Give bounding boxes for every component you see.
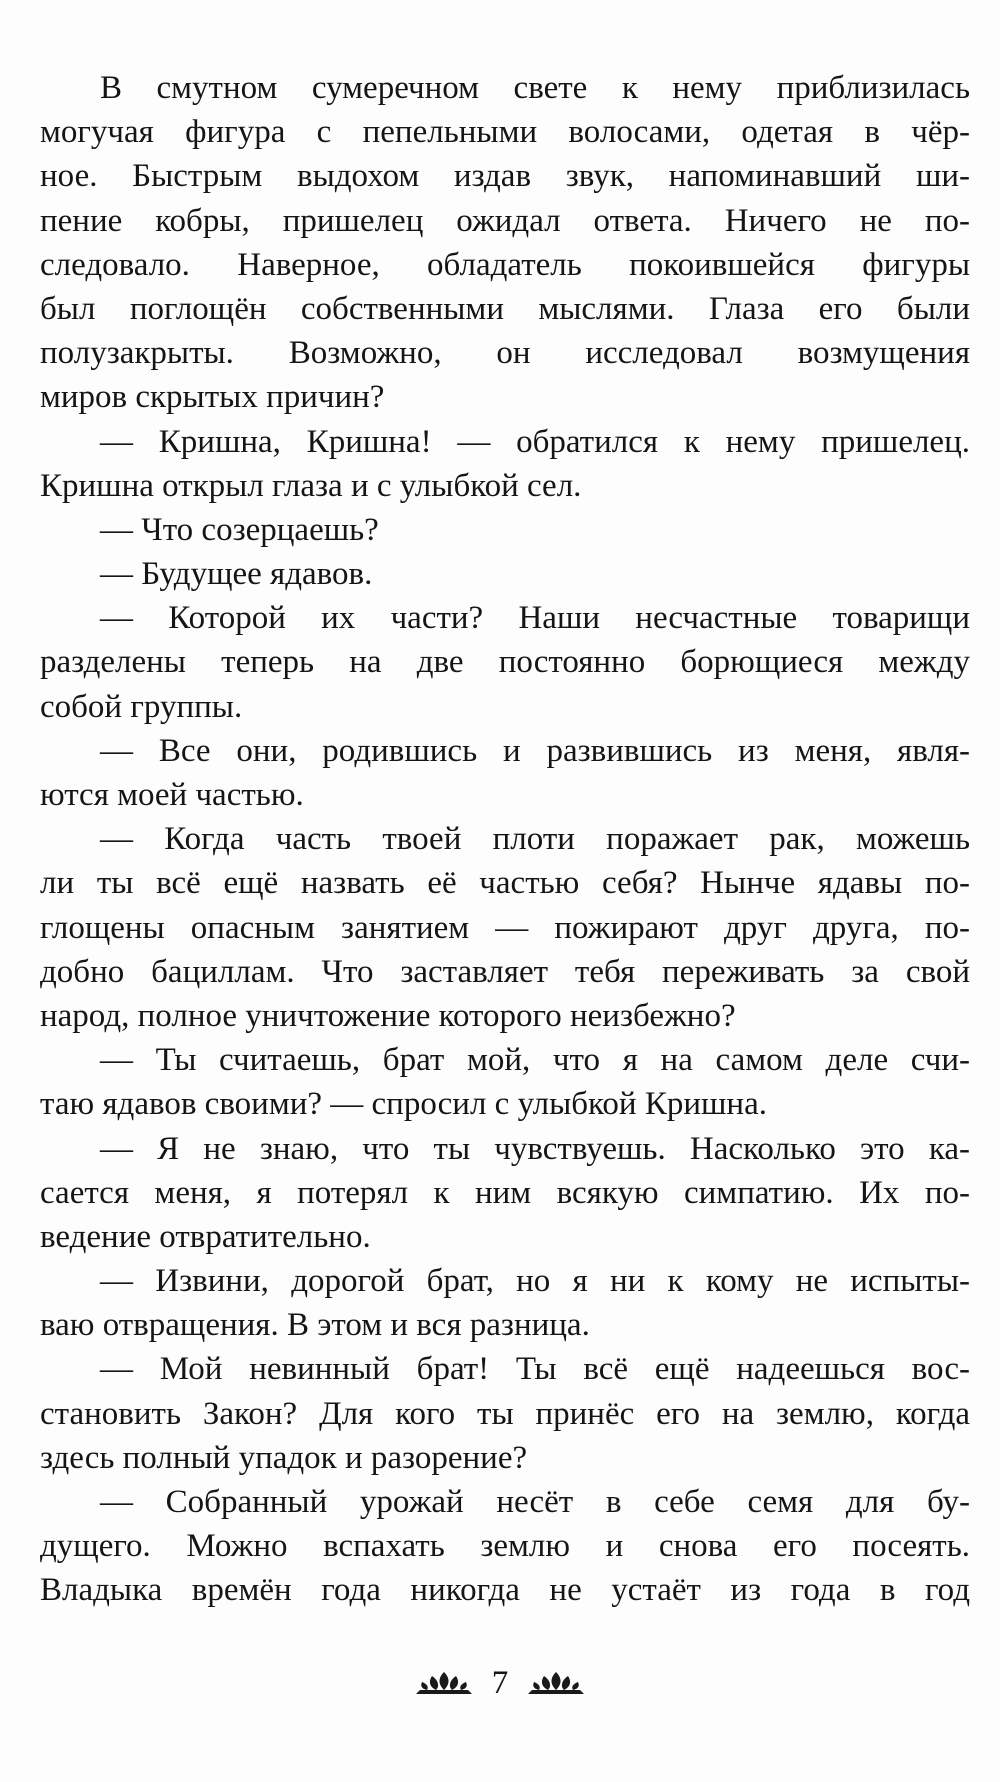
text-line: ведение отвратительно. [40, 1218, 371, 1255]
text-line: — Все они, родившись и развившись из меня, явля- [100, 732, 970, 769]
text-line: глощены опасным занятием — пожирают друг друга, по- [40, 909, 970, 946]
text-line: добно бациллам. Что заставляет тебя переживать за свой [40, 953, 970, 990]
text-line: — Ты считаешь, брат мой, что я на самом деле счи- [100, 1042, 970, 1079]
text-line: дущего. Можно вспахать землю и снова его посеять. [40, 1528, 970, 1565]
page-footer [0, 1658, 1000, 1708]
text-line: был поглощён собственными мыслями. Глаза его были [40, 290, 970, 327]
text-line: сается меня, я потерял к ним всякую симпатию. Их по- [40, 1174, 970, 1211]
text-line: ное. Быстрым выдохом издав звук, напоминавший ши- [40, 158, 970, 195]
text-line: ваю отвращения. В этом и вся разница. [40, 1307, 590, 1344]
text-line: ли ты всё ещё назвать её частью себя? Нынче ядавы по- [40, 865, 970, 902]
lotus-ornament-icon [526, 1668, 586, 1698]
text-line: Кришна открыл глаза и с улыбкой сел. [40, 467, 582, 504]
text-line: — Будущее ядавов. [100, 556, 373, 593]
text-line: следовало. Наверное, обладатель покоившейся фигуры [40, 246, 970, 283]
text-line: миров скрытых причин? [40, 379, 385, 416]
text-line: Владыка времён года никогда не устаёт из года в год [40, 1572, 970, 1609]
body-text [40, 66, 970, 1613]
text-line: народ, полное уничтожение которого неизбежно? [40, 997, 736, 1034]
text-line: В смутном сумеречном свете к нему приблизилась [100, 70, 970, 106]
text-line: могучая фигура с пепельными волосами, одетая в чёр- [40, 114, 970, 151]
text-line: — Извини, дорогой брат, но я ни к кому не испыты- [100, 1263, 970, 1300]
text-line: таю ядавов своими? — спросил с улыбкой Кришна. [40, 1086, 767, 1123]
page-number: 7 [491, 1665, 509, 1701]
lotus-ornament-icon [414, 1668, 474, 1698]
text-line: здесь полный упадок и разорение? [40, 1439, 528, 1476]
text-line: ются моей частью. [40, 777, 304, 813]
text-line: — Собранный урожай несёт в себе семя для бу- [100, 1484, 970, 1520]
text-line: разделены теперь на две постоянно борющиеся между [40, 644, 970, 681]
text-line: — Что созерцаешь? [100, 511, 379, 548]
text-line: становить Закон? Для кого ты принёс его на землю, когда [40, 1395, 970, 1432]
text-line: — Кришна, Кришна! — обратился к нему пришелец. [100, 423, 970, 460]
text-line: — Когда часть твоей плоти поражает рак, можешь [100, 821, 970, 858]
text-line: полузакрыты. Возможно, он исследовал возмущения [40, 335, 970, 372]
text-line: — Которой их части? Наши несчастные товарищи [100, 600, 970, 637]
text-line: — Мой невинный брат! Ты всё ещё надеешься вос- [100, 1351, 970, 1388]
text-line: собой группы. [40, 688, 243, 725]
text-line: — Я не знаю, что ты чувствуешь. Насколько это ка- [100, 1130, 970, 1167]
text-line: пение кобры, пришелец ожидал ответа. Ничего не по- [40, 202, 970, 239]
